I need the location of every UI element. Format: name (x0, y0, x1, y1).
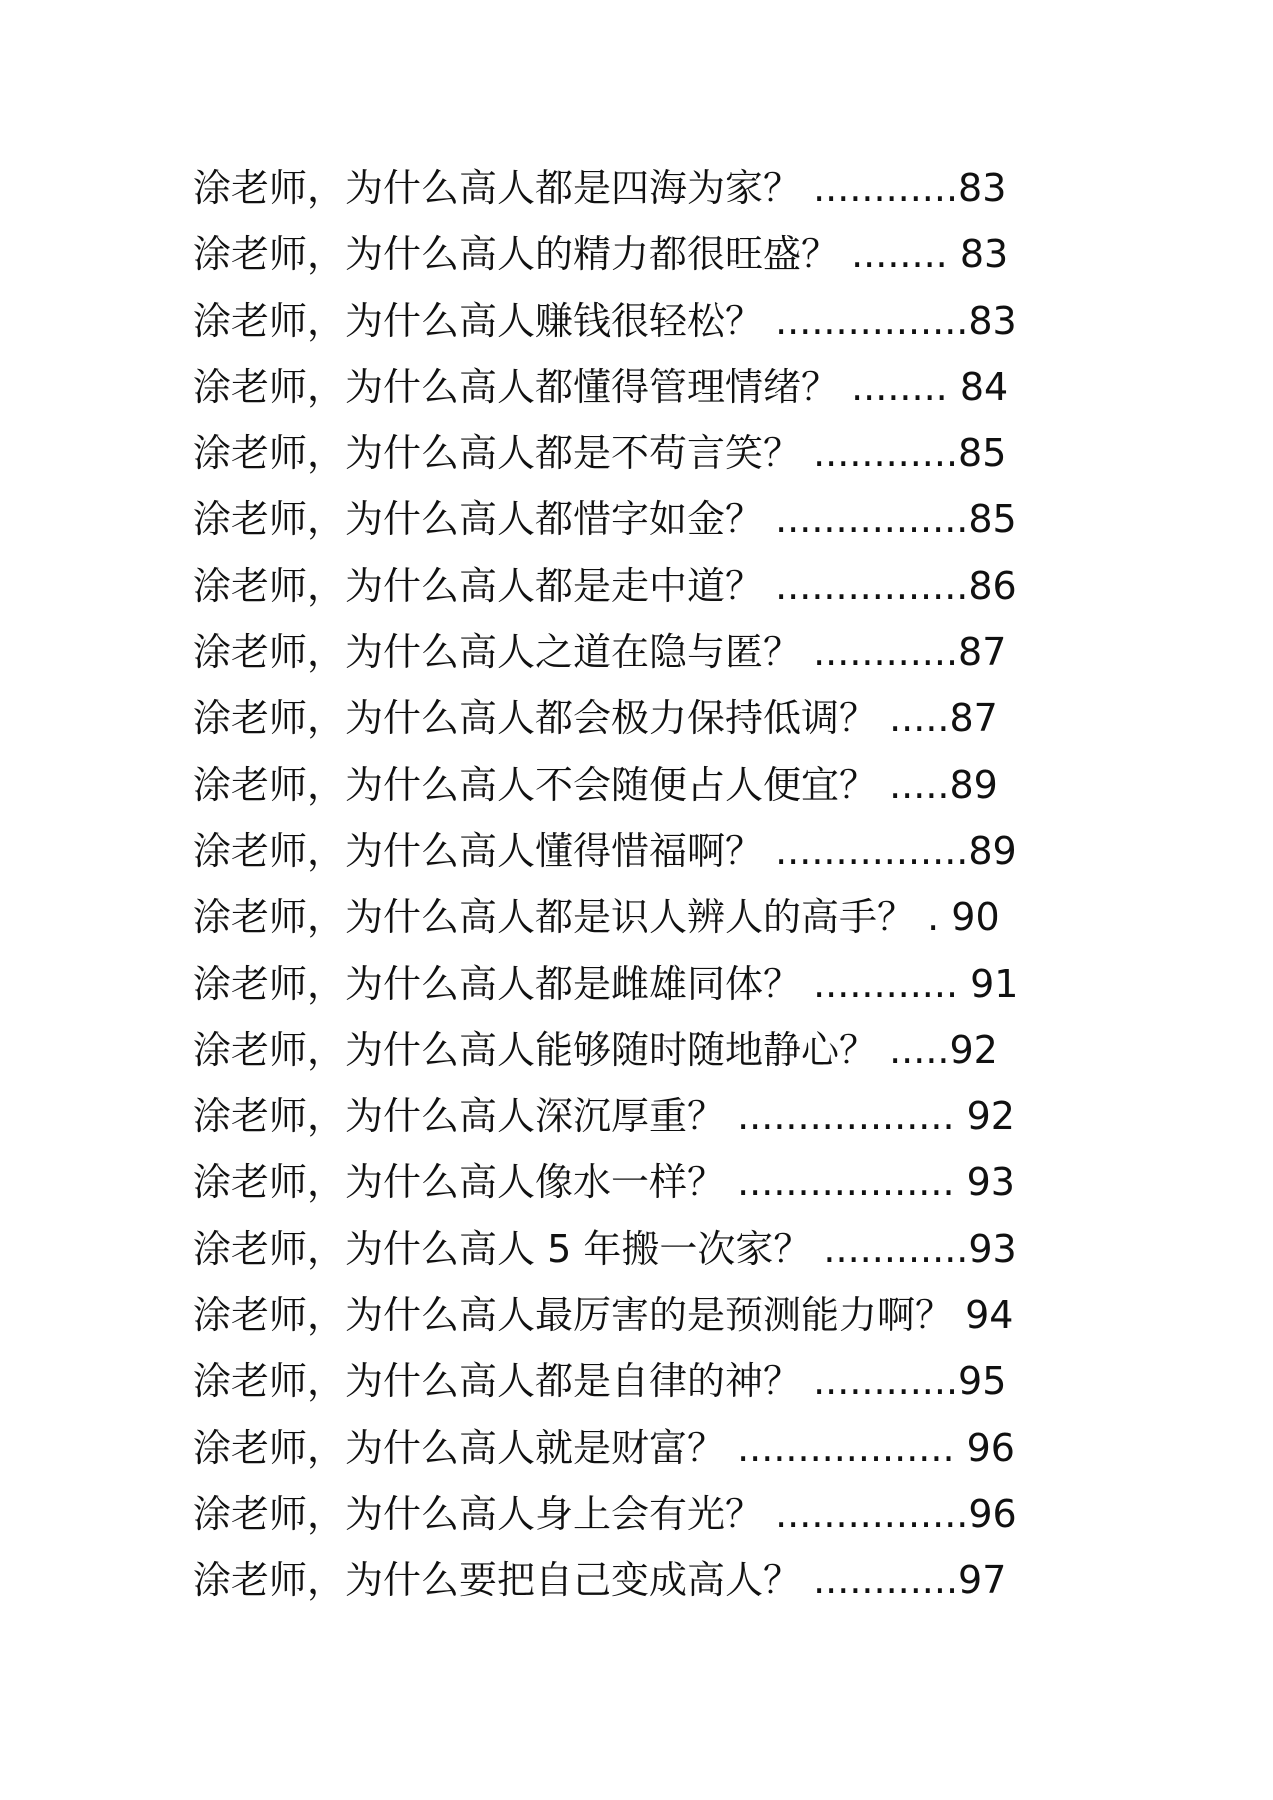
toc-entry-title: 涂老师，为什么高人都是四海为家？ (193, 166, 802, 210)
toc-entry (193, 619, 1093, 685)
toc-entry-leader: ................ (763, 298, 969, 343)
toc-entry-title: 涂老师，为什么要把自己变成高人？ (193, 1558, 802, 1603)
toc-entry-page-number: 87 (958, 630, 1007, 675)
toc-entry-page-number: 83 (947, 232, 1009, 277)
toc-entry-title: 涂老师，为什么高人不会随便占人便宜？ (193, 762, 878, 807)
toc-entry-page-number: 91 (958, 961, 1019, 1006)
toc-entry-leader: ............ (811, 1226, 969, 1271)
toc-entry-leader: ................ (763, 497, 969, 542)
toc-entry-leader: ........ (839, 364, 948, 409)
toc-entry-title: 涂老师，为什么高人像水一样？ (193, 1160, 726, 1205)
toc-entry-leader: . (915, 895, 940, 940)
toc-entry-page-number: 85 (968, 497, 1017, 542)
toc-entry-page-number: 90 (939, 895, 1000, 940)
toc-entry-leader: ........ (839, 232, 948, 277)
toc-entry (193, 354, 1093, 420)
toc-entry-title: 涂老师，为什么高人之道在隐与匿？ (193, 630, 802, 675)
toc-entry (193, 155, 1093, 221)
toc-entry-page-number: 93 (968, 1226, 1017, 1271)
toc-entry-title: 涂老师，为什么高人赚钱很轻松？ (193, 298, 764, 343)
toc-entry (193, 1415, 1093, 1481)
toc-entry-page-number: 83 (968, 298, 1017, 343)
toc-entry-title: 涂老师，为什么高人 5 年搬一次家？ (193, 1226, 812, 1271)
toc-entry-title: 涂老师，为什么高人都是识人辨人的高手？ (193, 895, 916, 940)
toc-entry-page-number: 87 (949, 696, 998, 741)
toc-entry-leader: .................. (725, 1160, 955, 1205)
toc-entry-page-number: 85 (958, 431, 1007, 476)
toc-entry (193, 1481, 1093, 1547)
toc-entry (193, 951, 1093, 1017)
toc-entry-title: 涂老师，为什么高人都是雌雄同体？ (193, 961, 802, 1006)
toc-entry-page-number: 93 (954, 1160, 1015, 1205)
toc-entry (193, 288, 1093, 354)
toc-entry-leader: ............ (801, 1359, 959, 1404)
toc-entry-leader: ............ (801, 961, 959, 1006)
toc-entry-title: 涂老师，为什么高人都是走中道？ (193, 563, 764, 608)
toc-entry-page-number: 83 (958, 166, 1007, 210)
toc-entry-title: 涂老师，为什么高人都惜字如金？ (193, 497, 764, 542)
toc-entry (193, 818, 1093, 884)
toc-entry-title: 涂老师，为什么高人深沉厚重？ (193, 1094, 726, 1139)
toc-entry-title: 涂老师，为什么高人的精力都很旺盛？ (193, 232, 840, 277)
toc-entry-leader: .................. (725, 1094, 955, 1139)
toc-entry-page-number: 96 (954, 1425, 1015, 1470)
toc-entry-title: 涂老师，为什么高人懂得惜福啊？ (193, 828, 764, 873)
toc-entry (193, 1547, 1093, 1613)
toc-entry-page-number: 95 (958, 1359, 1007, 1404)
toc-entry-page-number: 96 (968, 1491, 1017, 1536)
toc-entry (193, 752, 1093, 818)
toc-entry (193, 884, 1093, 950)
toc-entry-title: 涂老师，为什么高人最厉害的是预测能力啊？ (193, 1293, 954, 1338)
toc-entry-page-number: 94 (953, 1293, 1014, 1338)
toc-entry (193, 1017, 1093, 1083)
toc-entry-page-number: 92 (949, 1027, 998, 1072)
toc-entry-title: 涂老师，为什么高人都懂得管理情绪？ (193, 364, 840, 409)
toc-entry-title: 涂老师，为什么高人都会极力保持低调？ (193, 696, 878, 741)
toc-entry-leader: ................ (763, 828, 969, 873)
toc-entry (193, 1149, 1093, 1215)
toc-entry (193, 221, 1093, 287)
toc-entry-leader: ................ (763, 1491, 969, 1536)
toc-entry-leader: ............ (801, 1558, 959, 1603)
toc-entry-leader: ..... (877, 1027, 950, 1072)
toc-entry (193, 420, 1093, 486)
toc-entry-leader: ............ (801, 630, 959, 675)
toc-entry-page-number: 86 (968, 563, 1017, 608)
toc-entry-leader: ............ (801, 431, 959, 476)
toc-entry-page-number: 92 (954, 1094, 1015, 1139)
toc-entry (193, 1348, 1093, 1414)
toc-entry-title: 涂老师，为什么高人就是财富？ (193, 1425, 726, 1470)
toc-entry (193, 486, 1093, 552)
toc-entry (193, 685, 1093, 751)
table-of-contents (193, 155, 1093, 1614)
toc-entry (193, 1216, 1093, 1282)
toc-entry (193, 1083, 1093, 1149)
toc-entry-page-number: 97 (958, 1558, 1007, 1603)
toc-entry-leader: ............ (801, 166, 959, 210)
toc-entry-title: 涂老师，为什么高人都是自律的神？ (193, 1359, 802, 1404)
toc-entry-title: 涂老师，为什么高人都是不苟言笑？ (193, 431, 802, 476)
toc-entry-leader: ................ (763, 563, 969, 608)
toc-entry-title: 涂老师，为什么高人身上会有光？ (193, 1491, 764, 1536)
toc-entry-page-number: 89 (949, 762, 998, 807)
toc-entry-leader: .................. (725, 1425, 955, 1470)
toc-entry-leader: ..... (877, 762, 950, 807)
toc-entry (193, 1282, 1093, 1348)
toc-entry-title: 涂老师，为什么高人能够随时随地静心？ (193, 1027, 878, 1072)
toc-entry-page-number: 84 (947, 364, 1009, 409)
toc-entry (193, 553, 1093, 619)
toc-entry-leader: ..... (877, 696, 950, 741)
toc-entry-page-number: 89 (968, 828, 1017, 873)
